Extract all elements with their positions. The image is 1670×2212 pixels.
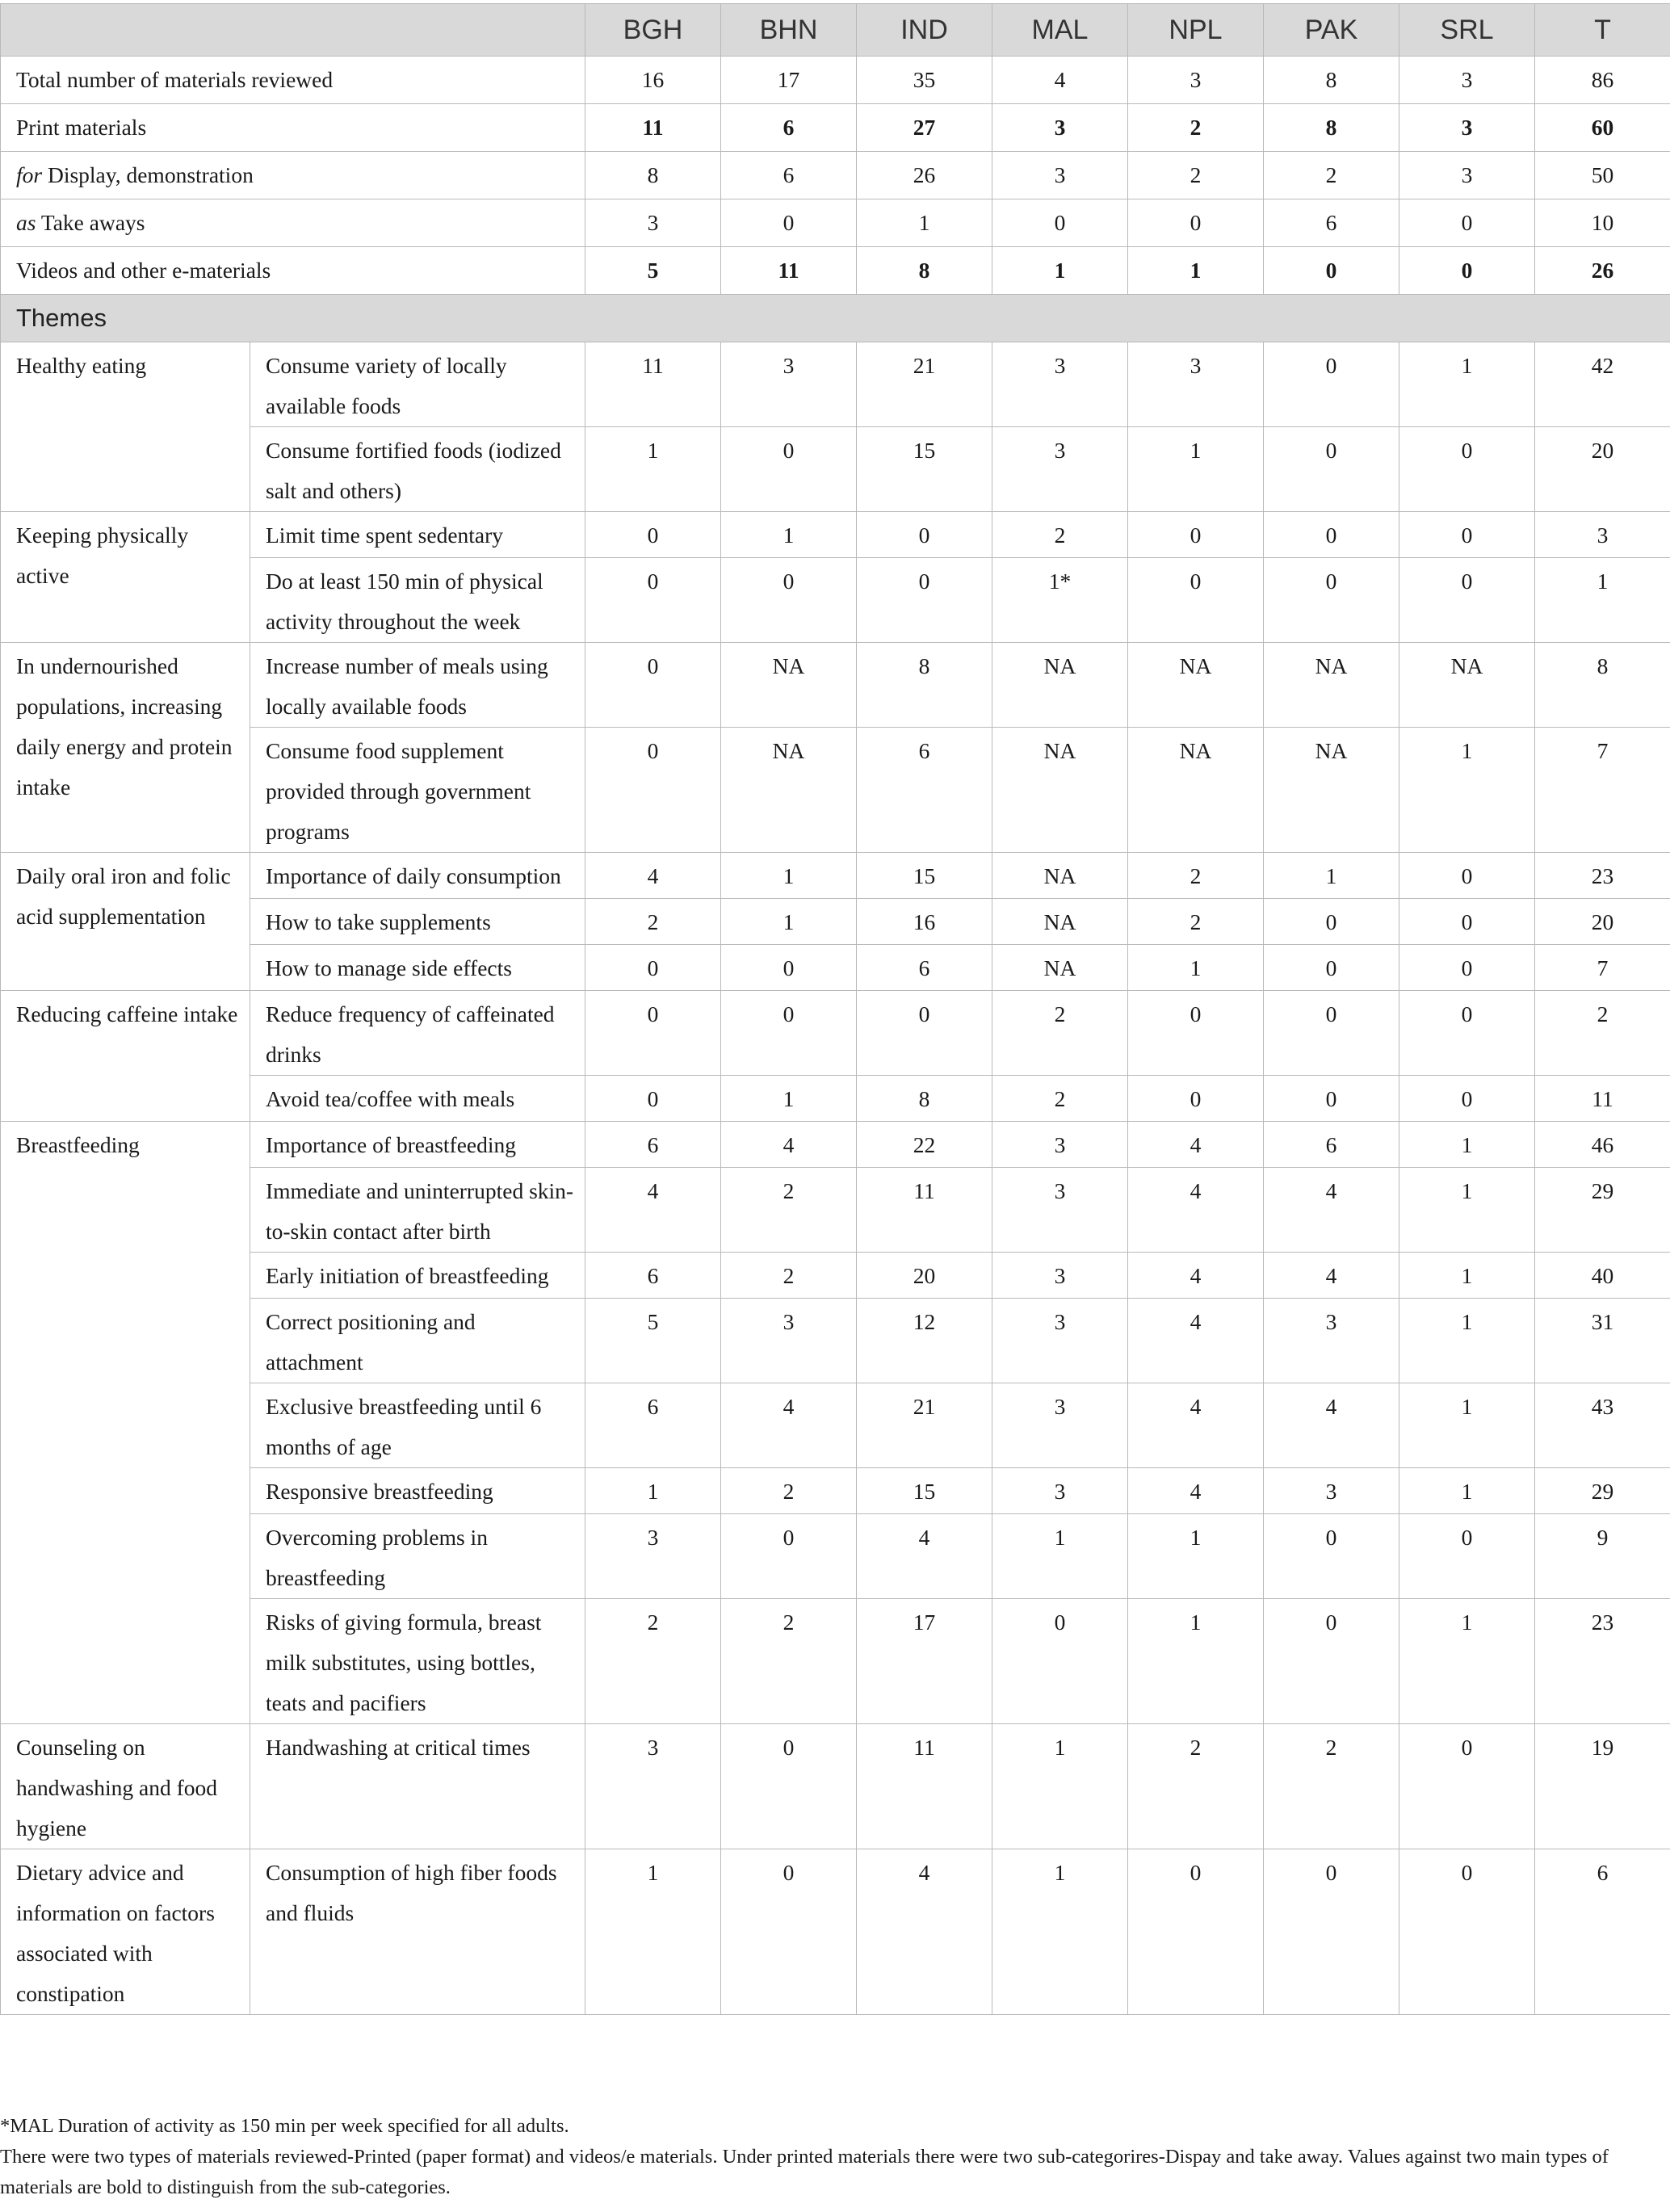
header-corner [1,4,585,57]
table-cell: 2 [721,1599,857,1724]
table-cell: 0 [721,427,857,512]
table-cell: 20 [857,1253,992,1299]
table-row [1,945,1670,991]
theme-name: Counseling on handwashing and food hygiene [1,1724,250,1849]
theme-name: Healthy eating [1,342,250,512]
table-cell: 0 [1399,199,1535,247]
table-cell: 7 [1535,728,1670,853]
table-cell: 4 [585,853,721,899]
table-cell: 1 [1399,1599,1535,1724]
table-cell: 0 [1264,991,1399,1076]
table-cell: 0 [1264,1514,1399,1599]
table-cell: 6 [721,104,857,152]
table-cell: 0 [1399,558,1535,643]
table-cell: NA [1128,643,1264,728]
table-cell: 1 [1264,853,1399,899]
table-cell: 1 [1128,427,1264,512]
footnotes [0,2111,1664,2203]
table-row [1,1076,1670,1122]
table-cell: 4 [1128,1468,1264,1514]
table-cell: 1 [1399,728,1535,853]
table-cell: 3 [992,1253,1128,1299]
table-cell: 5 [585,247,721,295]
table-cell: 0 [1399,1849,1535,2015]
table-cell: 4 [857,1849,992,2015]
table-cell: 1 [1399,1168,1535,1253]
section-row [1,295,1670,342]
table-cell: 1 [1535,558,1670,643]
theme-subitem: Importance of breastfeeding [250,1122,585,1168]
table-row [1,853,1670,899]
theme-subitem: Reduce frequency of caffeinated drinks [250,991,585,1076]
table-cell: 0 [1128,1076,1264,1122]
table-cell: 4 [1264,1253,1399,1299]
table-cell: 0 [1264,1849,1399,2015]
theme-subitem: Handwashing at critical times [250,1724,585,1849]
theme-subitem: How to take supplements [250,899,585,945]
table-cell: 8 [857,1076,992,1122]
table-cell: 2 [1264,152,1399,199]
table-cell: 1 [1128,1599,1264,1724]
table-cell: 3 [721,1299,857,1383]
table-row [1,427,1670,512]
table-cell: 0 [585,558,721,643]
table-cell: 1 [1128,1514,1264,1599]
section-title: Themes [1,295,1670,342]
table-cell: 6 [585,1122,721,1168]
table-cell: 3 [992,152,1128,199]
theme-name: Daily oral iron and folic acid supplementation [1,853,250,991]
theme-subitem: Consumption of high fiber foods and fluids [250,1849,585,2015]
table-cell: 0 [585,1076,721,1122]
table-row [1,1514,1670,1599]
table-cell: 4 [857,1514,992,1599]
table-cell: 40 [1535,1253,1670,1299]
table-cell: 15 [857,853,992,899]
table-row [1,1122,1670,1168]
table-cell: 1 [721,853,857,899]
table-cell: 6 [1264,199,1399,247]
table-cell: 4 [1128,1122,1264,1168]
table-cell: 1 [1399,1383,1535,1468]
table-row [1,1468,1670,1514]
table-cell: 60 [1535,104,1670,152]
table-cell: 0 [1399,1514,1535,1599]
table-cell: 0 [1399,427,1535,512]
table-cell: 2 [585,899,721,945]
table-cell: 26 [857,152,992,199]
table-cell: 3 [585,1514,721,1599]
table-cell: 11 [1535,1076,1670,1122]
table-cell: 0 [1128,558,1264,643]
table-cell: 20 [1535,899,1670,945]
table-row [1,728,1670,853]
table-cell: 0 [721,991,857,1076]
table-cell: 9 [1535,1514,1670,1599]
summary-row [1,104,1670,152]
summary-row-label [1,199,585,247]
table-cell: 0 [1128,1849,1264,2015]
table-cell: 5 [585,1299,721,1383]
table-cell: 3 [992,1122,1128,1168]
table-cell: 1 [1399,1122,1535,1168]
summary-row-label [1,247,585,295]
table-cell: 8 [1264,57,1399,104]
table-cell: 23 [1535,1599,1670,1724]
table-row [1,558,1670,643]
table-cell: 2 [992,512,1128,558]
table-cell: 0 [1264,558,1399,643]
table-cell: 1 [585,1468,721,1514]
table-cell: 6 [857,945,992,991]
table-row [1,342,1670,427]
table-cell: NA [1128,728,1264,853]
table-cell: 1 [1128,247,1264,295]
table-cell: 0 [992,1599,1128,1724]
table-cell: 1 [585,1849,721,2015]
table-cell: 1 [992,1849,1128,2015]
table-cell: 1 [721,899,857,945]
table-cell: 0 [857,512,992,558]
table-cell: 3 [585,199,721,247]
table-row [1,1299,1670,1383]
table-cell: 11 [585,104,721,152]
table-container [0,3,1670,2015]
column-header: BHN [721,4,857,57]
table-cell: 4 [1264,1168,1399,1253]
header-row [1,4,1670,57]
footnote-material-types: There were two types of materials reviewed-Printed (paper format) and videos/e materials. Under printed materials there were two sub-categorires-Dispay and take away. Values against two main types of materials are bold to distinguish from the sub-categories. [0,2146,1609,2198]
table-row [1,1253,1670,1299]
summary-row-text: Display, demonstration [47,162,254,187]
table-cell: 2 [721,1168,857,1253]
table-cell: 11 [857,1724,992,1849]
table-cell: 8 [857,247,992,295]
table-cell: 0 [585,728,721,853]
table-cell: 6 [721,152,857,199]
table-cell: 8 [1264,104,1399,152]
table-cell: 3 [992,427,1128,512]
table-cell: 10 [1535,199,1670,247]
table-cell: 4 [992,57,1128,104]
summary-row-text: Videos and other e-materials [16,258,271,283]
table-cell: NA [1264,728,1399,853]
table-cell: 0 [857,558,992,643]
theme-subitem: Early initiation of breastfeeding [250,1253,585,1299]
table-cell: 4 [1128,1383,1264,1468]
theme-subitem: Risks of giving formula, breast milk substitutes, using bottles, teats and pacifiers [250,1599,585,1724]
table-cell: 0 [1128,199,1264,247]
table-cell: 0 [585,945,721,991]
table-cell: 0 [1128,991,1264,1076]
summary-row [1,199,1670,247]
summary-row-text: Print materials [16,115,147,140]
table-cell: 2 [1128,104,1264,152]
theme-name: Keeping physically active [1,512,250,643]
table-cell: 1 [1399,1299,1535,1383]
table-row [1,1383,1670,1468]
table-cell: 4 [721,1383,857,1468]
column-header: T [1535,4,1670,57]
summary-row-label [1,104,585,152]
column-header: PAK [1264,4,1399,57]
table-cell: 31 [1535,1299,1670,1383]
table-cell: 3 [992,104,1128,152]
table-cell: 23 [1535,853,1670,899]
table-cell: 0 [1264,247,1399,295]
table-cell: NA [992,728,1128,853]
table-cell: 0 [1399,1724,1535,1849]
table-cell: 6 [1535,1849,1670,2015]
table-row [1,899,1670,945]
table-cell: 3 [992,1299,1128,1383]
table-cell: 1 [992,1514,1128,1599]
table-cell: 2 [721,1468,857,1514]
table-row [1,1849,1670,2015]
table-cell: 0 [1264,342,1399,427]
table-cell: NA [721,643,857,728]
table-cell: 0 [857,991,992,1076]
table-cell: 0 [721,1514,857,1599]
table-cell: 29 [1535,1468,1670,1514]
theme-subitem: Avoid tea/coffee with meals [250,1076,585,1122]
theme-subitem: Immediate and uninterrupted skin-to-skin contact after birth [250,1168,585,1253]
table-cell: NA [992,899,1128,945]
table-cell: 3 [992,342,1128,427]
table-cell: 8 [585,152,721,199]
table-cell: 3 [1264,1299,1399,1383]
table-cell: 4 [1128,1253,1264,1299]
table-cell: 0 [585,643,721,728]
table-cell: 3 [1128,342,1264,427]
table-cell: 2 [992,1076,1128,1122]
table-cell: 1 [1399,342,1535,427]
table-cell: NA [721,728,857,853]
summary-row-text: Total number of materials reviewed [16,67,334,92]
theme-name: Dietary advice and information on factors associated with constipation [1,1849,250,2015]
table-cell: 3 [585,1724,721,1849]
table-cell: 0 [721,199,857,247]
table-cell: 43 [1535,1383,1670,1468]
table-cell: 0 [1399,945,1535,991]
summary-row-label [1,57,585,104]
table-cell: 15 [857,1468,992,1514]
table-cell: 0 [585,512,721,558]
table-cell: 0 [721,558,857,643]
table-cell: 0 [1264,512,1399,558]
table-cell: 17 [721,57,857,104]
table-cell: 0 [1399,1076,1535,1122]
table-cell: 26 [1535,247,1670,295]
table-row [1,991,1670,1076]
table-cell: 0 [1264,899,1399,945]
table-cell: 42 [1535,342,1670,427]
theme-subitem: Limit time spent sedentary [250,512,585,558]
table-cell: 1 [992,1724,1128,1849]
theme-subitem: Overcoming problems in breastfeeding [250,1514,585,1599]
table-cell: 2 [1128,1724,1264,1849]
table-cell: 27 [857,104,992,152]
theme-name: Breastfeeding [1,1122,250,1724]
table-cell: 0 [1399,899,1535,945]
table-cell: 0 [992,199,1128,247]
table-cell: 3 [992,1383,1128,1468]
summary-row-prefix: as [16,210,36,235]
table-cell: 8 [857,643,992,728]
theme-subitem: Consume variety of locally available foods [250,342,585,427]
table-cell: 3 [1264,1468,1399,1514]
table-cell: 0 [1399,512,1535,558]
table-cell: 29 [1535,1168,1670,1253]
table-cell: NA [992,643,1128,728]
summary-row-label [1,152,585,199]
table-row [1,1599,1670,1724]
table-cell: 50 [1535,152,1670,199]
table-cell: 4 [1128,1168,1264,1253]
materials-table [0,3,1670,2015]
table-row [1,512,1670,558]
table-cell: 1 [1128,945,1264,991]
table-cell: 3 [992,1168,1128,1253]
table-cell: NA [1264,643,1399,728]
table-cell: 2 [585,1599,721,1724]
theme-name: Reducing caffeine intake [1,991,250,1122]
table-cell: 0 [721,1849,857,2015]
table-cell: 4 [721,1122,857,1168]
table-cell: NA [992,853,1128,899]
table-cell: 3 [1399,104,1535,152]
theme-subitem: Responsive breastfeeding [250,1468,585,1514]
column-header: MAL [992,4,1128,57]
table-cell: 6 [585,1253,721,1299]
column-header: SRL [1399,4,1535,57]
summary-row-prefix: for [16,162,43,187]
table-cell: 11 [585,342,721,427]
table-cell: 0 [721,1724,857,1849]
table-cell: 3 [1399,57,1535,104]
table-cell: 0 [1264,945,1399,991]
table-cell: 0 [1264,1076,1399,1122]
table-cell: NA [992,945,1128,991]
table-cell: 16 [585,57,721,104]
summary-row [1,57,1670,104]
table-body [1,57,1670,2015]
table-cell: 1 [1399,1468,1535,1514]
table-cell: 0 [1128,512,1264,558]
table-cell: 0 [1399,991,1535,1076]
table-cell: 2 [1535,991,1670,1076]
table-cell: 1 [1399,1253,1535,1299]
table-cell: 11 [857,1168,992,1253]
column-header: IND [857,4,992,57]
table-cell: 4 [1128,1299,1264,1383]
summary-row [1,152,1670,199]
table-cell: 1* [992,558,1128,643]
table-cell: NA [1399,643,1535,728]
table-cell: 3 [1128,57,1264,104]
table-cell: 3 [721,342,857,427]
table-cell: 4 [585,1168,721,1253]
column-header: NPL [1128,4,1264,57]
table-cell: 0 [585,991,721,1076]
table-cell: 0 [1264,1599,1399,1724]
table-cell: 1 [585,427,721,512]
theme-subitem: Consume fortified foods (iodized salt and others) [250,427,585,512]
table-cell: 2 [1128,853,1264,899]
theme-subitem: Exclusive breastfeeding until 6 months of age [250,1383,585,1468]
table-cell: 0 [721,945,857,991]
theme-subitem: Correct positioning and attachment [250,1299,585,1383]
table-cell: 11 [721,247,857,295]
table-cell: 46 [1535,1122,1670,1168]
table-cell: 1 [721,512,857,558]
table-cell: 6 [1264,1122,1399,1168]
table-cell: 2 [1264,1724,1399,1849]
table-row [1,1168,1670,1253]
table-cell: 3 [1399,152,1535,199]
table-cell: 21 [857,1383,992,1468]
summary-row-text: Take aways [40,210,145,235]
table-cell: 1 [992,247,1128,295]
table-cell: 21 [857,342,992,427]
theme-subitem: Do at least 150 min of physical activity throughout the week [250,558,585,643]
table-cell: 16 [857,899,992,945]
table-cell: 2 [992,991,1128,1076]
table-cell: 17 [857,1599,992,1724]
table-cell: 3 [992,1468,1128,1514]
theme-subitem: Importance of daily consumption [250,853,585,899]
table-cell: 86 [1535,57,1670,104]
table-cell: 6 [585,1383,721,1468]
summary-row [1,247,1670,295]
table-cell: 4 [1264,1383,1399,1468]
theme-subitem: Consume food supplement provided through government programs [250,728,585,853]
table-cell: 2 [1128,899,1264,945]
table-cell: 0 [1399,247,1535,295]
table-cell: 2 [721,1253,857,1299]
table-cell: 1 [857,199,992,247]
table-cell: 15 [857,427,992,512]
table-cell: 8 [1535,643,1670,728]
table-cell: 0 [1264,427,1399,512]
footnote-asterisk: *MAL Duration of activity as 150 min per week specified for all adults. [0,2115,569,2137]
table-row [1,1724,1670,1849]
theme-subitem: How to manage side effects [250,945,585,991]
table-cell: 19 [1535,1724,1670,1849]
table-cell: 1 [721,1076,857,1122]
table-cell: 2 [1128,152,1264,199]
table-cell: 3 [1535,512,1670,558]
theme-name: In undernourished populations, increasing daily energy and protein intake [1,643,250,853]
table-cell: 22 [857,1122,992,1168]
table-cell: 6 [857,728,992,853]
table-cell: 12 [857,1299,992,1383]
table-row [1,643,1670,728]
table-cell: 7 [1535,945,1670,991]
table-cell: 0 [1399,853,1535,899]
theme-subitem: Increase number of meals using locally available foods [250,643,585,728]
column-header: BGH [585,4,721,57]
table-cell: 35 [857,57,992,104]
table-cell: 20 [1535,427,1670,512]
